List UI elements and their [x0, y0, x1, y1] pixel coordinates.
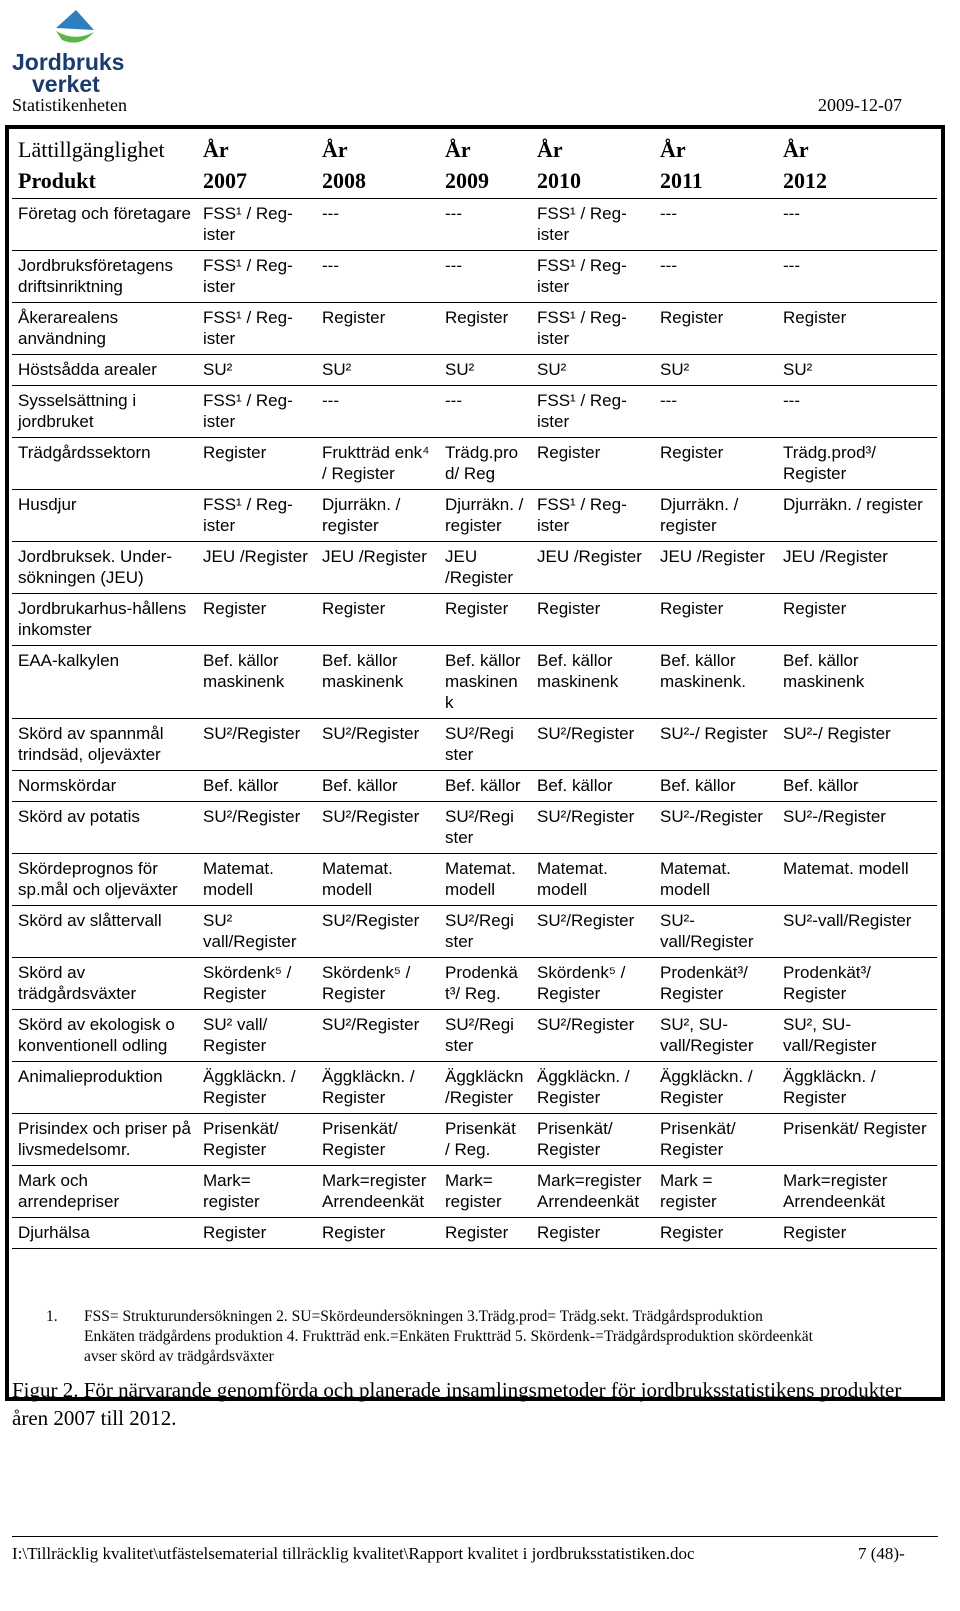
method-cell: Register: [531, 438, 654, 490]
year-label: År: [322, 137, 348, 162]
table-body: [12, 132, 937, 1249]
method-cell: Register: [531, 1218, 654, 1249]
method-cell: ---: [439, 199, 531, 251]
method-cell: FSS¹ / Reg-ister: [197, 251, 316, 303]
method-cell: FSS¹ / Reg-ister: [197, 386, 316, 438]
product-cell: Skörd av spannmål trindsäd, oljeväxter: [12, 719, 197, 771]
method-cell: Prisenkät / Reg.: [439, 1114, 531, 1166]
table-row: [12, 386, 937, 438]
product-cell: Skörd av trädgårdsväxter: [12, 958, 197, 1010]
logo-roof-icon: [56, 10, 94, 30]
header-year-2011: [654, 132, 777, 199]
method-cell: Prisenkät/ Register: [531, 1114, 654, 1166]
method-cell: SU²/Regi ster: [439, 906, 531, 958]
product-cell: Husdjur: [12, 490, 197, 542]
method-cell: Skördenk⁵ / Register: [316, 958, 439, 1010]
method-cell: SU²: [777, 355, 937, 386]
footnote-first-line: [46, 1307, 926, 1327]
method-cell: SU²/Register: [531, 906, 654, 958]
method-cell: Register: [197, 1218, 316, 1249]
method-cell: Register: [439, 1218, 531, 1249]
footnote-number: 1.: [46, 1308, 58, 1325]
method-cell: Äggkläckn. / Register: [777, 1062, 937, 1114]
header-year-2009: [439, 132, 531, 199]
method-cell: SU²/Register: [531, 802, 654, 854]
method-cell: Register: [316, 303, 439, 355]
method-cell: Register: [439, 303, 531, 355]
method-cell: Äggkläckn /Register: [439, 1062, 531, 1114]
method-cell: Bef. källor maskinenk: [316, 646, 439, 719]
method-cell: SU²/Register: [316, 719, 439, 771]
method-cell: SU² vall/Register: [197, 906, 316, 958]
method-cell: Trädg.prod³/ Register: [777, 438, 937, 490]
year-value: 2012: [783, 168, 827, 193]
method-cell: Bef. källor maskinen k: [439, 646, 531, 719]
logo-graphic: [10, 4, 140, 96]
method-cell: ---: [654, 251, 777, 303]
method-cell: FSS¹ / Reg-ister: [197, 303, 316, 355]
method-cell: ---: [654, 199, 777, 251]
method-cell: SU² vall/ Register: [197, 1010, 316, 1062]
product-cell: Prisindex och priser på livsmedelsomr.: [12, 1114, 197, 1166]
product-cell: Skördeprognos för sp.mål och oljeväxter: [12, 854, 197, 906]
method-cell: SU²: [531, 355, 654, 386]
method-cell: Matemat. modell: [197, 854, 316, 906]
table-row: [12, 199, 937, 251]
logo-text-line-1: Jordbruks: [12, 49, 125, 75]
method-cell: Bef. källor: [654, 771, 777, 802]
table-row: [12, 906, 937, 958]
method-cell: Register: [654, 1218, 777, 1249]
method-cell: SU²-/Register: [777, 802, 937, 854]
method-cell: Äggkläckn. / Register: [197, 1062, 316, 1114]
method-cell: Bef. källor maskinenk: [197, 646, 316, 719]
product-cell: Sysselsättning i jordbruket: [12, 386, 197, 438]
method-cell: SU²-vall/Register: [654, 906, 777, 958]
product-cell: Animalieproduktion: [12, 1062, 197, 1114]
method-cell: Äggkläckn. / Register: [531, 1062, 654, 1114]
table-row: [12, 1010, 937, 1062]
product-cell: Skörd av ekologisk o konventionell odling: [12, 1010, 197, 1062]
product-cell: Jordbruksföretagens driftsinriktning: [12, 251, 197, 303]
method-cell: SU²-/Register: [654, 802, 777, 854]
method-cell: ---: [316, 386, 439, 438]
method-cell: SU²-vall/Register: [777, 906, 937, 958]
product-cell: Jordbruksek. Under-sökningen (JEU): [12, 542, 197, 594]
table-row: [12, 958, 937, 1010]
document-date: 2009-12-07: [818, 95, 902, 115]
footnote-line-2: Enkäten trädgårdens produktion 4. Fruktträd enk.=Enkäten Fruktträd 5. Skördenk-=Trädgårdsproduktion skördeenkät: [84, 1328, 813, 1345]
year-value: 2010: [537, 168, 581, 193]
method-cell: Matemat. modell: [654, 854, 777, 906]
department-name: Statistikenheten: [12, 95, 127, 115]
method-cell: Äggkläckn. / Register: [316, 1062, 439, 1114]
method-cell: Prodenkä t³/ Reg.: [439, 958, 531, 1010]
method-cell: Djurräkn. / register: [777, 490, 937, 542]
method-cell: FSS¹ / Reg-ister: [531, 251, 654, 303]
method-cell: JEU /Register: [197, 542, 316, 594]
header-label-product: Produkt: [18, 168, 96, 193]
method-cell: SU²/Regi ster: [439, 719, 531, 771]
method-cell: JEU /Register: [531, 542, 654, 594]
method-cell: JEU /Register: [654, 542, 777, 594]
method-cell: Skördenk⁵ / Register: [197, 958, 316, 1010]
method-cell: JEU /Register: [439, 542, 531, 594]
method-cell: Bef. källor: [531, 771, 654, 802]
table-row: [12, 771, 937, 802]
method-cell: Matemat. modell: [531, 854, 654, 906]
table-row: [12, 303, 937, 355]
method-cell: SU²: [316, 355, 439, 386]
method-cell: Matemat. modell: [316, 854, 439, 906]
year-value: 2008: [322, 168, 366, 193]
method-cell: Mark = register: [654, 1166, 777, 1218]
product-cell: EAA-kalkylen: [12, 646, 197, 719]
table-row: [12, 646, 937, 719]
year-label: År: [203, 137, 229, 162]
method-cell: ---: [316, 199, 439, 251]
table-row: [12, 854, 937, 906]
method-cell: SU²/Register: [316, 1010, 439, 1062]
method-cell: SU²/Regi ster: [439, 802, 531, 854]
table-row: [12, 719, 937, 771]
method-cell: ---: [316, 251, 439, 303]
table-row: [12, 1218, 937, 1249]
method-cell: Fruktträd enk⁴ / Register: [316, 438, 439, 490]
method-cell: SU²: [197, 355, 316, 386]
product-cell: Skörd av slåttervall: [12, 906, 197, 958]
footer-file-path: I:\Tillräcklig kvalitet\utfästelsematerial tillräcklig kvalitet\Rapport kvalitet i jordbruksstatistiken.doc: [12, 1544, 695, 1563]
table-row: [12, 1114, 937, 1166]
method-cell: Mark= register: [439, 1166, 531, 1218]
product-cell: Skörd av potatis: [12, 802, 197, 854]
method-cell: Trädg.pro d/ Reg: [439, 438, 531, 490]
product-cell: Jordbrukarhus-hållens inkomster: [12, 594, 197, 646]
method-cell: SU²/Regi ster: [439, 1010, 531, 1062]
logo-text-line-2: verket: [32, 71, 100, 96]
method-cell: SU²/Register: [197, 719, 316, 771]
method-cell: Matemat. modell: [439, 854, 531, 906]
method-cell: Matemat. modell: [777, 854, 937, 906]
method-cell: Mark= register: [197, 1166, 316, 1218]
method-cell: SU²/Register: [531, 1010, 654, 1062]
product-cell: Åkerarealens användning: [12, 303, 197, 355]
footnote-line-3: avser skörd av trädgårdsväxter: [84, 1348, 274, 1365]
product-cell: Djurhälsa: [12, 1218, 197, 1249]
header-cell-product: [12, 132, 197, 199]
header-label-availability: Lättillgänglighet: [18, 137, 165, 162]
footnote-line-1: FSS= Strukturundersökningen 2. SU=Skördeundersökningen 3.Trädg.prod= Trädg.sekt. Trädgårdsproduktion: [84, 1308, 763, 1325]
method-cell: Register: [316, 594, 439, 646]
year-label: År: [445, 137, 471, 162]
method-cell: Djurräkn. / register: [439, 490, 531, 542]
method-cell: FSS¹ / Reg-ister: [531, 386, 654, 438]
method-cell: Djurräkn. / register: [316, 490, 439, 542]
method-cell: SU²/Register: [531, 719, 654, 771]
method-cell: FSS¹ / Reg-ister: [531, 303, 654, 355]
method-cell: Prodenkät³/ Register: [777, 958, 937, 1010]
table-row: [12, 594, 937, 646]
table-row: [12, 490, 937, 542]
product-cell: Höstsådda arealer: [12, 355, 197, 386]
method-cell: JEU /Register: [316, 542, 439, 594]
table-row: [12, 438, 937, 490]
method-cell: Prodenkät³/ Register: [654, 958, 777, 1010]
method-cell: Bef. källor maskinenk: [777, 646, 937, 719]
table-row: [12, 802, 937, 854]
method-cell: FSS¹ / Reg-ister: [531, 490, 654, 542]
method-cell: SU²-/ Register: [654, 719, 777, 771]
method-cell: Register: [197, 594, 316, 646]
method-cell: Djurräkn. / register: [654, 490, 777, 542]
method-cell: Register: [777, 594, 937, 646]
table-row: [12, 542, 937, 594]
year-label: År: [537, 137, 563, 162]
method-cell: SU²/Register: [197, 802, 316, 854]
method-cell: Register: [654, 438, 777, 490]
method-cell: Bef. källor maskinenk.: [654, 646, 777, 719]
method-cell: ---: [777, 251, 937, 303]
product-cell: Trädgårdssektorn: [12, 438, 197, 490]
year-label: År: [783, 137, 809, 162]
method-cell: ---: [777, 199, 937, 251]
method-cell: Prisenkät/ Register: [777, 1114, 937, 1166]
logo: [10, 4, 140, 96]
method-cell: Register: [654, 594, 777, 646]
collection-methods-table: [12, 132, 937, 1249]
method-cell: SU²/Register: [316, 802, 439, 854]
method-cell: SU²: [439, 355, 531, 386]
year-value: 2007: [203, 168, 247, 193]
table-row: [12, 1166, 937, 1218]
table-row: [12, 251, 937, 303]
method-cell: JEU /Register: [777, 542, 937, 594]
table-header-row: [12, 132, 937, 199]
method-cell: Bef. källor: [197, 771, 316, 802]
method-cell: FSS¹ / Reg-ister: [197, 199, 316, 251]
method-cell: Bef. källor: [316, 771, 439, 802]
method-cell: Skördenk⁵ / Register: [531, 958, 654, 1010]
logo-field-icon: [56, 31, 94, 43]
product-cell: Mark och arrendepriser: [12, 1166, 197, 1218]
footer-page-number: 7 (48)-: [858, 1544, 905, 1563]
method-cell: ---: [777, 386, 937, 438]
year-label: År: [660, 137, 686, 162]
method-cell: Register: [316, 1218, 439, 1249]
footer-divider: [12, 1536, 938, 1537]
method-cell: SU²/Register: [316, 906, 439, 958]
method-cell: Register: [654, 303, 777, 355]
year-value: 2009: [445, 168, 489, 193]
product-cell: Företag och företagare: [12, 199, 197, 251]
method-cell: Prisenkät/ Register: [654, 1114, 777, 1166]
method-cell: FSS¹ / Reg-ister: [531, 199, 654, 251]
method-cell: Bef. källor maskinenk: [531, 646, 654, 719]
method-cell: Mark=register Arrendeenkät: [531, 1166, 654, 1218]
footnotes: [46, 1307, 926, 1367]
method-cell: Register: [777, 1218, 937, 1249]
method-cell: SU²: [654, 355, 777, 386]
header-year-2008: [316, 132, 439, 199]
method-cell: Register: [197, 438, 316, 490]
method-cell: SU²-/ Register: [777, 719, 937, 771]
method-cell: Mark=register Arrendeenkät: [777, 1166, 937, 1218]
method-cell: Bef. källor: [777, 771, 937, 802]
method-cell: Register: [777, 303, 937, 355]
method-cell: Äggkläckn. / Register: [654, 1062, 777, 1114]
header-year-2007: [197, 132, 316, 199]
table-row: [12, 1062, 937, 1114]
method-cell: ---: [439, 386, 531, 438]
method-cell: Register: [531, 594, 654, 646]
method-cell: FSS¹ / Reg-ister: [197, 490, 316, 542]
method-cell: Prisenkät/ Register: [197, 1114, 316, 1166]
header-year-2010: [531, 132, 654, 199]
method-cell: Mark=register Arrendeenkät: [316, 1166, 439, 1218]
figure-caption: Figur 2. För närvarande genomförda och planerade insamlingsmetoder för jordbruksstatistikens produkter åren 2007 till 2012.: [12, 1378, 902, 1430]
method-cell: Register: [439, 594, 531, 646]
method-cell: ---: [439, 251, 531, 303]
product-cell: Normskördar: [12, 771, 197, 802]
method-cell: SU², SU-vall/Register: [654, 1010, 777, 1062]
method-cell: Prisenkät/ Register: [316, 1114, 439, 1166]
table-row: [12, 355, 937, 386]
year-value: 2011: [660, 168, 703, 193]
method-cell: SU², SU-vall/Register: [777, 1010, 937, 1062]
method-cell: Bef. källor: [439, 771, 531, 802]
header-year-2012: [777, 132, 937, 199]
method-cell: ---: [654, 386, 777, 438]
